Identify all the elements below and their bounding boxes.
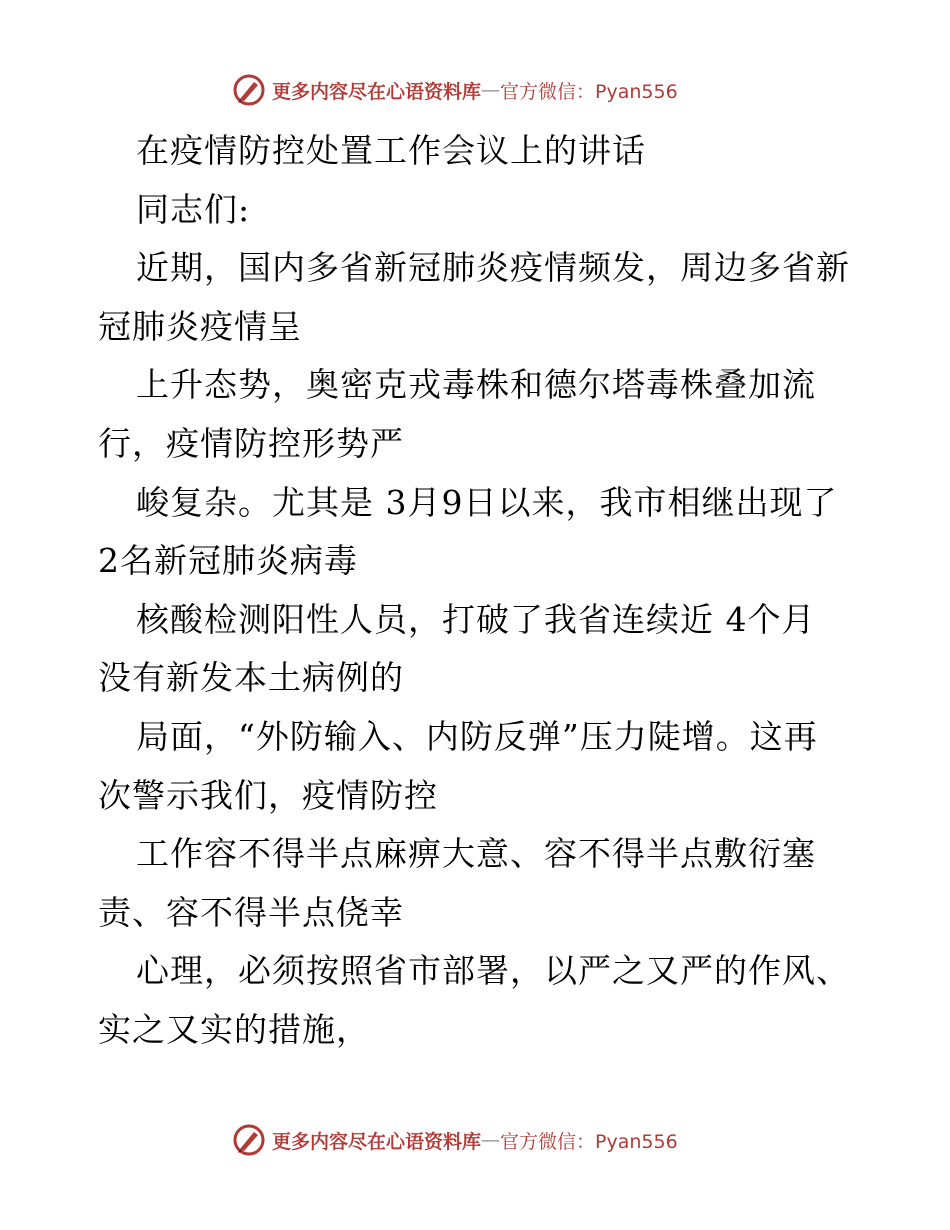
paragraph-line: 上升态势，奥密克戎毒株和德尔塔毒株叠加流 [136,365,816,405]
paragraph-line: 没有新发本土病例的 [98,658,404,698]
paragraph-line: 工作容不得半点麻痹大意、容不得半点敷衍塞 [136,834,816,874]
paragraph-line: 心理，必须按照省市部署，以严之又严的作风、 [136,951,850,991]
doc-salutation: 同志们: [136,189,251,229]
paragraph-line: 次警示我们，疫情防控 [98,775,438,815]
watermark-dash: — [481,79,501,101]
pen-logo-icon [232,1123,266,1157]
watermark-site-text: 更多内容尽在心语资料库 [272,1130,482,1153]
paragraph-line: 行，疫情防控形势严 [98,423,404,463]
paragraph-line: 局面，“外防输入、内防反弹”压力陡增。这再 [136,716,818,756]
watermark-site-text: 更多内容尽在心语资料库 [272,80,482,103]
pen-logo-icon [232,73,266,107]
document-body [98,122,858,1060]
paragraph-line: 责、容不得半点侥幸 [98,892,404,932]
watermark-wechat-text: 官方微信：Pyan556 [500,80,678,103]
watermark-dash: — [481,1129,501,1151]
paragraph-line: 冠肺炎疫情呈 [98,306,302,346]
doc-title: 在疫情防控处置工作会议上的讲话 [136,131,646,170]
paragraph-line: 近期，国内多省新冠肺炎疫情频发，周边多省新 [136,248,850,288]
paragraph-line: 峻复杂。尤其是 3月9日以来，我市相继出现了 [136,482,838,522]
paragraph-line: 核酸检测阳性人员，打破了我省连续近 4个月 [136,599,816,639]
watermark-footer [232,1120,678,1160]
paragraph-line: 2名新冠肺炎病毒 [98,541,358,581]
watermark-header [232,70,678,110]
watermark-wechat-text: 官方微信：Pyan556 [500,1130,678,1153]
paragraph-line: 实之又实的措施， [98,1009,370,1049]
